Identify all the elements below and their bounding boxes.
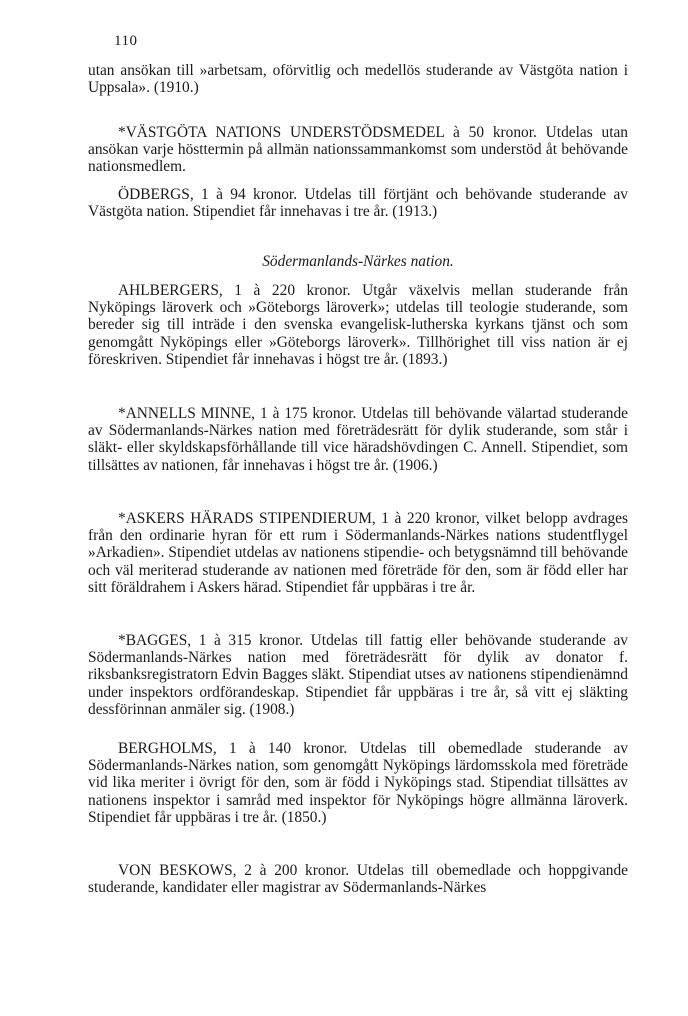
paragraph-ahlbergers: AHLBERGERS, 1 à 220 kronor. Utgår växelvis mellan studerande från Nyköpings läroverk och »Göteborgs läroverk»; utdelas till teologie studerande, som bereder sig till inträde i den svenska evangelisk-lutherska kyrkans tjänst och som genomgått Nyköpings eller »Göteborgs läroverk». Tillhörighet till viss nation är ej föreskriven. Stipendiet får innehavas i högst tre år. (1893.) xyxy=(88,282,628,368)
paragraph-continuation: utan ansökan till »arbetsam, oförvitlig och medellös studerande av Västgöta nation i Uppsala». (1910.) xyxy=(88,62,628,97)
paragraph-annells-minne: *ANNELLS MINNE, 1 à 175 kronor. Utdelas till behövande välartad studerande av Södermanlands-Närkes nation med företrädesrätt för dylik studerande, som står i släkt- eller skyldskapsförhållande till vice häradshövdingen C. Annell. Stipendiet, som tillsättes av nationen, får innehavas i högst tre år. (1906.) xyxy=(88,405,628,474)
paragraph-von-beskows: VON BESKOWS, 2 à 200 kronor. Utdelas till obemedlade och hoppgivande studerande, kandidater eller magistrar av Södermanlands-Närkes xyxy=(88,862,628,897)
section-heading: Södermanlands-Närkes nation. xyxy=(262,253,454,270)
paragraph-askers-harads: *ASKERS HÄRADS STIPENDIERUM, 1 à 220 kronor, vilket belopp avdrages från den ordinarie hyran för ett rum i Södermanlands-Närkes nations studentflygel »Arkadien». Stipendiet utdelas av nationens stipendie- och betygsnämnd till behövande och väl meriterad studerande av nationen med företräde för den, som är född eller har sitt föräldrahem i Askers härad. Stipendiet får uppbäras i tre år. xyxy=(88,510,628,596)
paragraph-vastgota-understodsmedel: *VÄSTGÖTA NATIONS UNDERSTÖDSMEDEL à 50 kronor. Utdelas utan ansökan varje hösttermin på allmän nationssammankomst som understöd åt behövande nationsmedlem. xyxy=(88,124,628,176)
paragraph-odbergs: ÖDBERGS, 1 à 94 kronor. Utdelas till förtjänt och behövande studerande av Västgöta nation. Stipendiet får innehavas i tre år. (1913.) xyxy=(88,186,628,221)
page-number: 110 xyxy=(114,33,138,49)
paragraph-bagges: *BAGGES, 1 à 315 kronor. Utdelas till fattig eller behövande studerande av Södermanlands-Närkes nation med företrädesrätt för dylik av donator f. riksbanksregistratorn Edvin Bagges släkt. Stipendiat utses av nationens stipendienämnd under inspektors ordförandeskap. Stipendiet får uppbäras i tre år, så vitt ej släkting dessförinnan anmäler sig. (1908.) xyxy=(88,632,628,718)
paragraph-bergholms: BERGHOLMS, 1 à 140 kronor. Utdelas till obemedlade studerande av Södermanlands-Närkes nation, som genomgått Nyköpings lärdomsskola med företräde vid lika meriter i övrigt för den, som är född i Nyköpings stad. Stipendiat tillsättes av nationens inspektor i samråd med inspektor för Nyköpings högre allmänna läroverk. Stipendiet får uppbäras i tre år. (1850.) xyxy=(88,740,628,826)
